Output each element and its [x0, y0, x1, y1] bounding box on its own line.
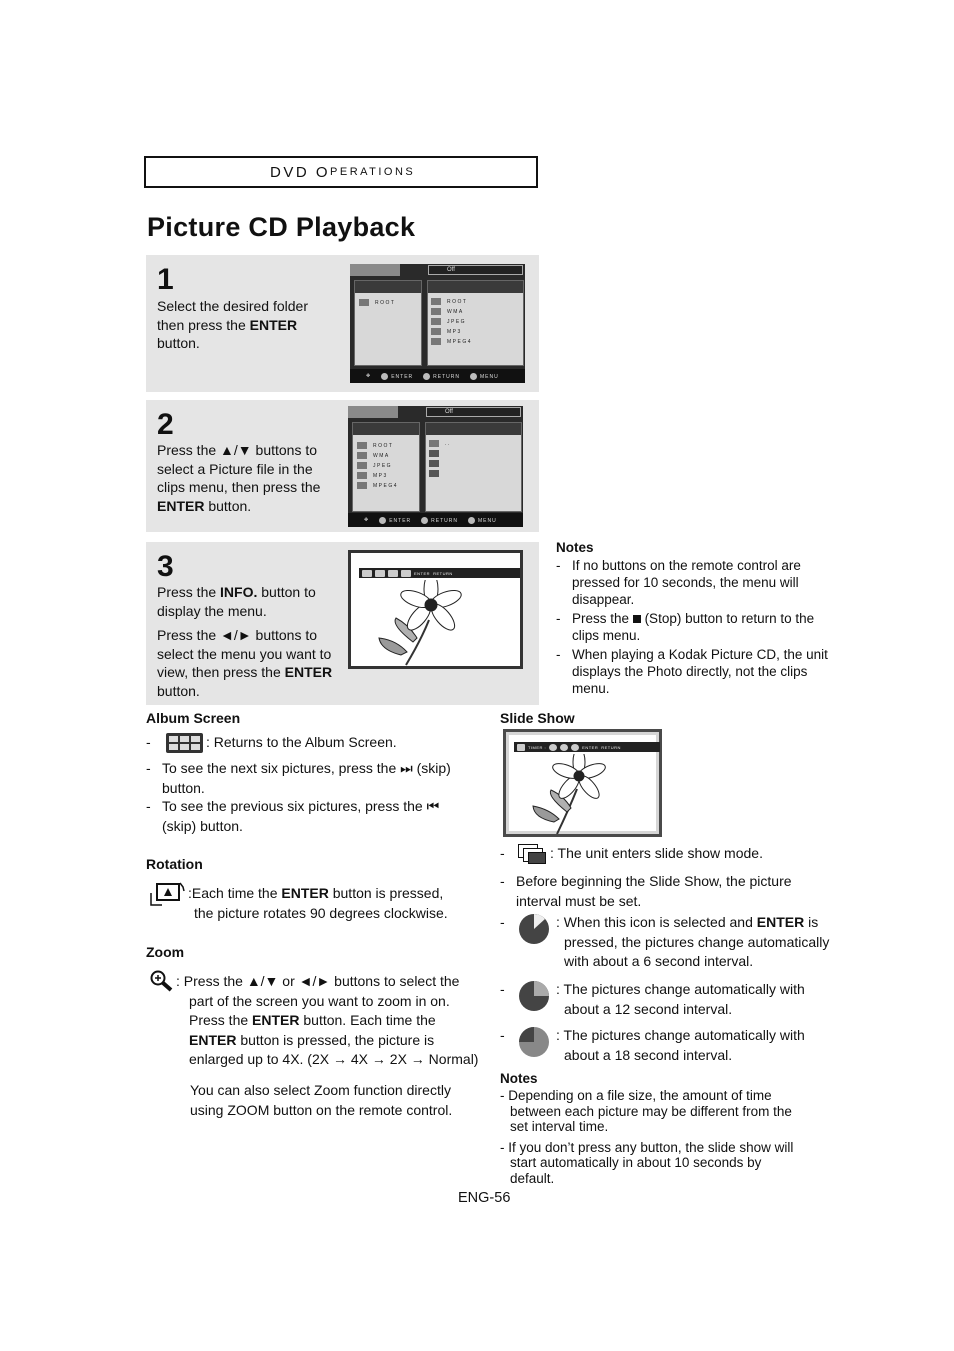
osd-menu: MENU [470, 373, 499, 380]
note-text: If no buttons on the remote control are pressed for 10 seconds, the menu will disappear. [572, 558, 801, 607]
step-text-line: Press the ▲/▼ buttons to [157, 442, 318, 458]
note-text: Press the [572, 611, 630, 626]
step-text-line: Select the desired folder [157, 298, 308, 314]
osd-control-bar [350, 369, 525, 383]
page-number: ENG-56 [458, 1190, 511, 1206]
skip-prev-icon: ⏮ [426, 798, 440, 814]
clip-row [431, 338, 472, 345]
osd-enter: ENTER [379, 517, 411, 524]
step-3-box [146, 542, 539, 705]
note-text: (Stop) button to return to the clips menu. [572, 611, 815, 643]
slideshow-icon [401, 570, 411, 577]
slideshow-mode-icon [518, 844, 548, 864]
album-item: - To see the previous six pictures, press the ⏮ (skip) button. [146, 798, 440, 834]
note-item: - If no buttons on the remote control are pressed for 10 seconds, the menu will disappear. [556, 557, 831, 608]
folder-icon [431, 318, 441, 325]
slideshow-item-text: : The unit enters slide show mode. [550, 845, 763, 861]
stop-icon [633, 615, 641, 623]
clip-row [429, 460, 439, 467]
timer-12s-icon [560, 744, 568, 751]
strip-enter: ENTER [582, 744, 599, 750]
flower-photo-screen [348, 550, 523, 669]
note-item: - If you don’t press any button, the slide show will start automatically in about 10 seconds by default. [500, 1139, 794, 1186]
step-text-line: Press the ◄/► buttons to [157, 627, 318, 643]
osd-clips-panel [427, 280, 524, 366]
arrows-icon: ✥ [366, 373, 372, 379]
osd-tab-label: Off [428, 265, 523, 275]
folder-icon [431, 298, 441, 305]
osd-menu: MENU [468, 517, 497, 524]
clip-row [431, 298, 467, 305]
section-header-rest: PERATIONS [330, 166, 416, 178]
zoom-heading: Zoom [146, 944, 185, 960]
clip-row [429, 470, 439, 477]
rotation-heading: Rotation [146, 856, 203, 872]
folder-row: MP3 [357, 472, 388, 479]
row-label: MPEG4 [447, 338, 473, 345]
section-header-prefix: DVD O [270, 163, 331, 181]
slideshow-heading: Slide Show [500, 710, 575, 726]
step-text-line: display the menu. [157, 602, 267, 619]
osd-folder-panel [352, 422, 420, 512]
step-text-line: Press the INFO. button to [157, 584, 316, 600]
timer-18s-icon [571, 744, 579, 751]
zoom-icon [388, 570, 398, 577]
left-right-arrows-icon: ◄/► [298, 973, 331, 989]
album-heading: Album Screen [146, 710, 241, 726]
osd-tab [348, 406, 398, 418]
row-label: ROOT [375, 299, 396, 306]
panel-header [426, 423, 521, 435]
rotation-icon [148, 881, 186, 912]
arrows-icon: ✥ [364, 517, 370, 523]
clip-row [429, 450, 439, 457]
folder-row: ROOT [357, 442, 393, 449]
page-title: Picture CD Playback [147, 212, 416, 242]
note-item: - Press the (Stop) button to return to the clips menu. [556, 611, 815, 643]
slideshow-icon [517, 744, 525, 751]
notes-bottom [500, 1071, 830, 1186]
note-text: When playing a Kodak Picture CD, the unit displays the Photo directly, not the clips menu. [572, 647, 828, 696]
panel-header [428, 281, 523, 293]
row-label: WMA [447, 308, 464, 315]
up-down-arrows-icon: ▲/▼ [220, 442, 252, 458]
zoom-magnifier-icon [149, 969, 175, 996]
slideshow-menu-strip [514, 742, 660, 752]
up-down-arrows-icon: ▲/▼ [246, 973, 279, 989]
zoom-extra-note: You can also select Zoom function directly using ZOOM button on the remote control. [190, 1082, 453, 1118]
slideshow-item: - : The pictures change automatically with about a 12 second interval. [500, 981, 805, 1017]
album-item-text: : Returns to the Album Screen. [206, 734, 397, 750]
panel-header [353, 423, 419, 435]
step-1-box [146, 255, 539, 392]
step-text-line: view, then press the ENTER [157, 664, 333, 680]
slideshow-item: - : The unit enters slide show mode. [500, 844, 763, 864]
osd-tab-label: Off [426, 407, 521, 417]
note-item: - Depending on a file size, the amount of time between each picture may be different from the set interval time. [500, 1088, 792, 1134]
album-item: - To see the next six pictures, press the ⏭ (skip) button. [146, 760, 451, 796]
osd-screen-clips [348, 406, 523, 527]
step-text-line: select a Picture file in the [157, 460, 313, 477]
step-number: 1 [157, 263, 174, 296]
row-label: MP3 [447, 328, 462, 335]
step-text-line: button. [157, 682, 200, 699]
step-2-box [146, 400, 539, 532]
notes-top [556, 540, 831, 697]
strip-return: RETURN [433, 570, 453, 576]
notes-heading: Notes [556, 540, 594, 555]
text-bold: ENTER [249, 316, 298, 333]
left-right-arrows-icon: ◄/► [220, 627, 252, 643]
section-header [144, 156, 538, 188]
album-icon [362, 570, 372, 577]
notes-heading: Notes [500, 1071, 538, 1086]
clip-row [431, 328, 462, 335]
step-3-text [157, 583, 332, 700]
text-span: then press the [157, 316, 250, 333]
timer-6s-icon [549, 744, 557, 751]
osd-return: RETURN [423, 373, 460, 380]
osd-control-bar [348, 513, 523, 527]
album-item: - : Returns to the Album Screen. [146, 733, 397, 753]
clip-row [431, 318, 466, 325]
slideshow-item: - Before beginning the Slide Show, the picture interval must be set. [500, 873, 792, 909]
info-menu-strip [359, 568, 520, 578]
slideshow-photo-screen [503, 729, 662, 837]
folder-row: JPEG [357, 462, 392, 469]
step-text-line: button. [157, 335, 200, 351]
strip-timer: TIMER : [528, 744, 547, 750]
album-grid-icon [166, 733, 203, 753]
step-text-line: ENTER button. [157, 497, 252, 514]
strip-enter: ENTER [414, 570, 431, 576]
step-text-line: select the menu you want to [157, 645, 332, 662]
slideshow-item: - : The pictures change automatically with about a 18 second interval. [500, 1027, 805, 1063]
step-text-line [157, 316, 308, 335]
strip-return: RETURN [601, 744, 621, 750]
skip-next-icon: ⏭ [400, 760, 413, 776]
osd-screen-folder [350, 264, 525, 383]
clip-row [431, 308, 464, 315]
osd-folder-panel [354, 280, 422, 366]
folder-row [359, 299, 395, 306]
folder-row: MPEG4 [357, 482, 398, 489]
folder-icon [431, 328, 441, 335]
row-label: ROOT [447, 298, 468, 305]
rotation-icon [375, 570, 385, 577]
timer-18s-icon [518, 1026, 552, 1058]
osd-enter: ENTER [381, 373, 413, 380]
rotation-text: :Each time the ENTER button is pressed, the picture rotates 90 degrees clockwise. [188, 885, 448, 921]
panel-header [355, 281, 421, 293]
step-2-text [157, 441, 320, 515]
step-text-line: clips menu, then press the [157, 479, 321, 495]
note-item: - When playing a Kodak Picture CD, the unit displays the Photo directly, not the clips menu. [556, 646, 831, 697]
flower-image [509, 754, 659, 834]
folder-row: WMA [357, 452, 390, 459]
timer-6s-icon [518, 913, 552, 945]
osd-clips-panel [425, 422, 522, 512]
osd-tab [350, 264, 400, 276]
folder-icon [359, 299, 369, 306]
flower-image [351, 580, 520, 668]
step-number: 2 [157, 408, 174, 441]
step-number: 3 [157, 550, 174, 583]
folder-icon [431, 338, 441, 345]
folder-icon [431, 308, 441, 315]
timer-12s-icon [518, 980, 552, 1012]
row-label: JPEG [447, 318, 467, 325]
clip-row: .. [429, 440, 451, 447]
step-1-text [157, 297, 308, 353]
zoom-text: : Press the ▲/▼ or ◄/► buttons to select the part of the screen you want to zoom in on. Press the ENTER button. Each time the ENTER button is pressed, the picture is enlarged up to 4X. (2X → 4X → 2X → Normal) [176, 973, 479, 1067]
slideshow-item: - : When this icon is selected and ENTER is pressed, the pictures change automatically with about a 6 second interval. [500, 914, 830, 969]
osd-return: RETURN [421, 517, 458, 524]
